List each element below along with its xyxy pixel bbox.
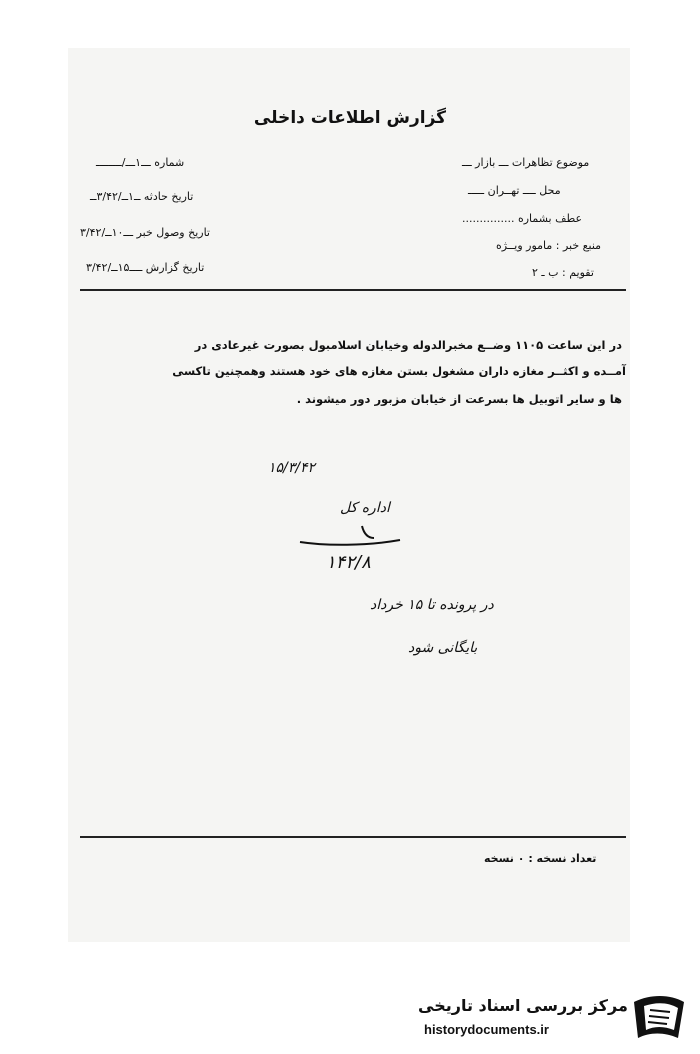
incident-date: تاریخ حادثه ــ۱ــ/۳/۴۲ــ	[90, 190, 194, 203]
body-line-2: آمــده و اکثــر مغازه داران مشغول بستن مغازه های خود هستند وهمچنین تاکسی	[172, 364, 626, 378]
source-field: منبع خبر : مامور ویــژه	[496, 239, 602, 252]
handwritten-instruction-1: در پرونده تا ۱۵ خرداد	[370, 597, 494, 613]
handwritten-date: ۱۵/۳/۴۲	[268, 460, 316, 476]
watermark-org-name: مرکز بررسی اسناد تاریخی	[418, 996, 628, 1015]
footer-divider	[80, 836, 626, 838]
body-line-3: ها و سایر اتوبیل ها بسرعت از خیابان مزبور دور میشوند .	[296, 392, 622, 406]
open-book-icon	[630, 992, 688, 1044]
evaluation-field: تقویم : ب ـ ۲	[532, 266, 594, 279]
location-field: محل ــــ تهــران ـــــ	[468, 184, 561, 197]
handwritten-initials: اداره کل	[340, 500, 390, 516]
reference-field: عطف بشماره ...............	[462, 212, 583, 225]
report-number: شماره ـــ۱ـــ/ــــــــ	[96, 156, 185, 169]
document-title: گزارش اطلاعات داخلی	[253, 108, 447, 128]
watermark-url: historydocuments.ir	[424, 1022, 549, 1037]
subject-field: موضوع تظاهرات ـــ بازار ـــ	[462, 156, 590, 169]
received-date: تاریخ وصول خبر ـــ۱۰ــ/۳/۴۲	[80, 226, 210, 239]
report-date: تاریخ گزارش ــــ۱۵ــ/۳/۴۲	[86, 261, 205, 274]
handwritten-stroke	[296, 520, 406, 554]
copies-count: تعداد نسخه : ۰ نسخه	[484, 852, 597, 865]
document-page	[68, 48, 630, 942]
header-divider	[80, 289, 626, 291]
handwritten-instruction-2: بایگانی شود	[408, 640, 478, 656]
handwritten-file-number: ۱۴۲/۸	[326, 552, 371, 573]
body-line-1: در این ساعت ۱۱۰۵ وضــع مخبرالدوله وخیابان اسلامبول بصورت غیرعادی در	[194, 338, 622, 352]
